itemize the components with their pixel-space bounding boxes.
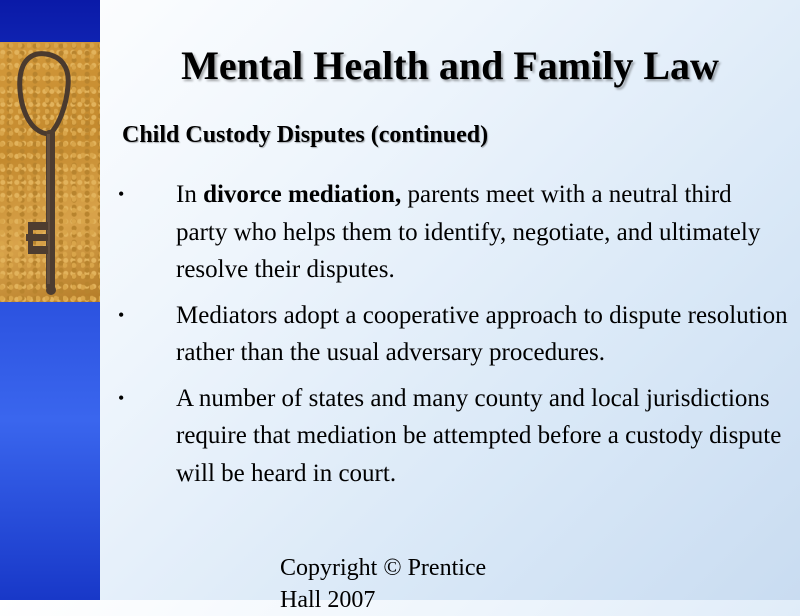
bullet-text: A number of states and many county and local jurisdictions require that mediation be attempted before a custody dispute will be heard in court. xyxy=(176,384,782,487)
slide-title: Mental Health and Family Law xyxy=(181,43,719,88)
bullet-prefix: In xyxy=(176,181,204,208)
bullet-marker: • xyxy=(118,304,125,325)
bullet-text: Mediators adopt a cooperative approach to dispute resolution rather than the usual adversary procedures. xyxy=(176,301,788,366)
bullet-marker: • xyxy=(118,184,125,204)
bullet-bold-term: divorce mediation, xyxy=(203,181,402,208)
old-skeleton-key-icon xyxy=(0,42,100,302)
bullet-item-jurisdictions xyxy=(118,380,788,493)
key-image xyxy=(0,42,100,302)
bullet-text: parents meet with a neutral third party who helps them to identify, negotiate, and ultimately resolve their disputes. xyxy=(176,181,761,283)
bullet-item-mediators xyxy=(118,297,788,372)
copyright-notice: Copyright © Prentice Hall 2007 xyxy=(280,555,487,613)
bullet-marker: • xyxy=(118,387,125,408)
bullet-item-divorce-mediation xyxy=(118,176,788,289)
bullet-list xyxy=(118,176,788,500)
slide-subtitle: Child Custody Disputes (continued) xyxy=(122,122,489,148)
